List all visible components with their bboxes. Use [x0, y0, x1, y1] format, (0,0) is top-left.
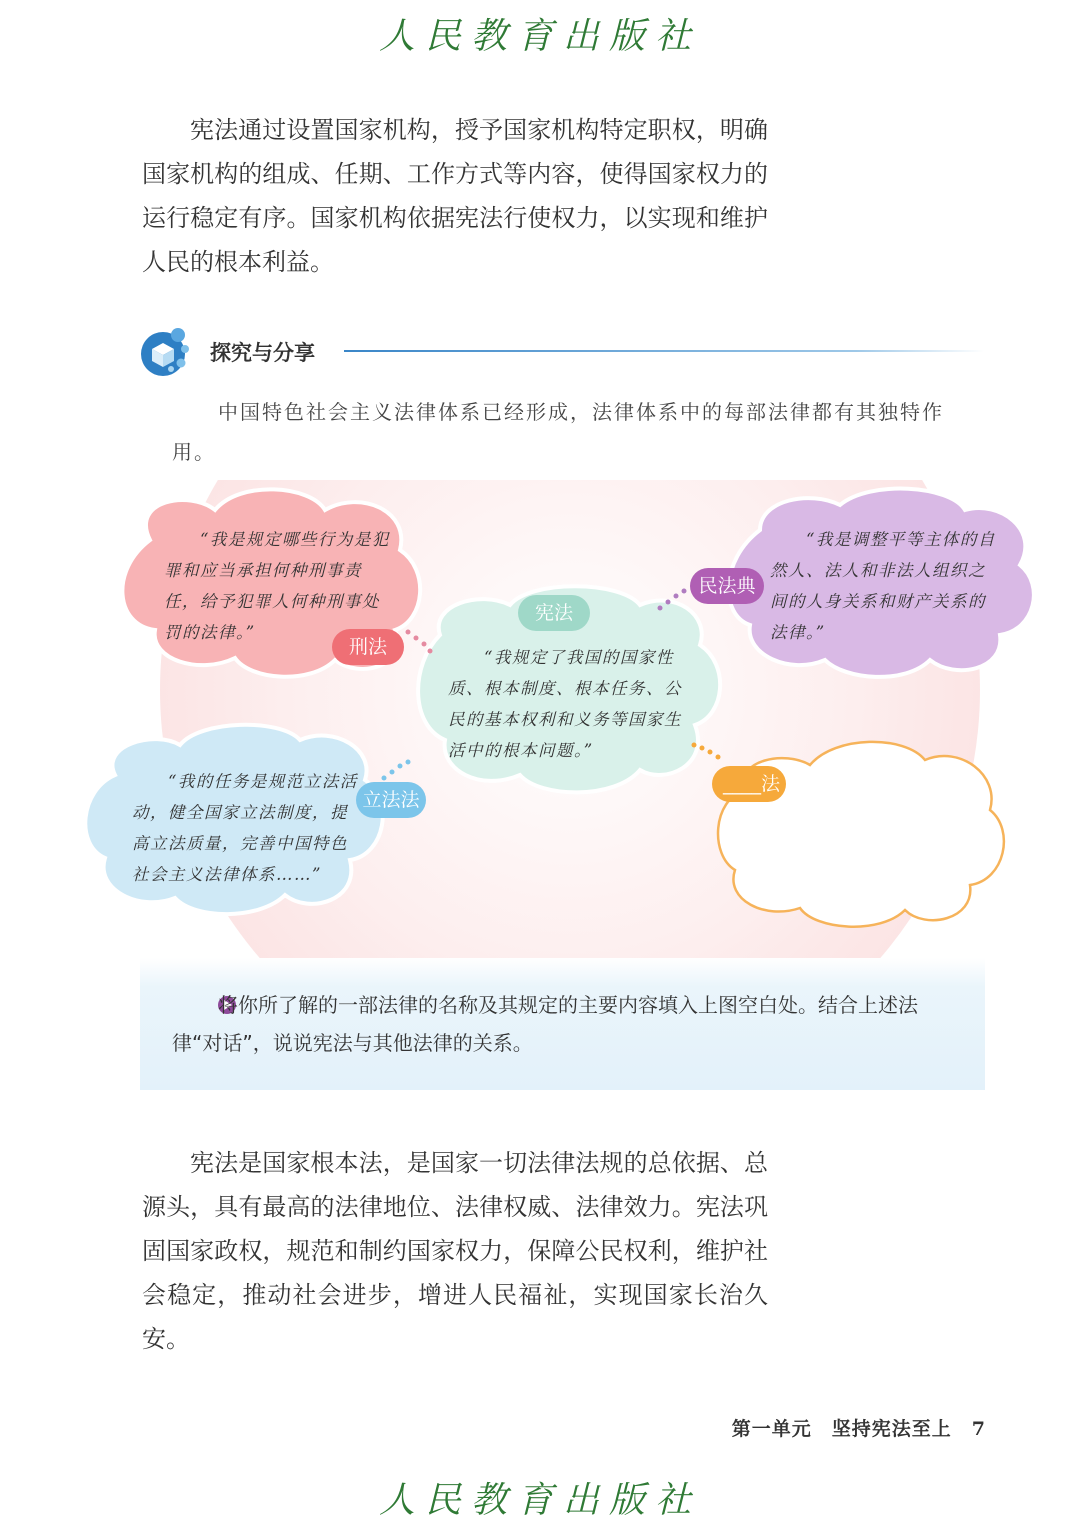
section-header [138, 325, 988, 381]
label-legislation-law: 立法法 [356, 782, 426, 818]
question-box [140, 958, 985, 1090]
publisher-watermark-bottom: 人民教育出版社 [378, 1480, 701, 1521]
label-blank-law: ____法 [712, 766, 786, 802]
question-text: 将你所了解的一部法律的名称及其规定的主要内容填入上图空白处。结合上述法律“对话”，说说宪法与其他法律的关系。 [172, 993, 918, 1055]
civil-code-text: “我是调整平等主体的自然人、法人和非法人组织之间的人身关系和财产关系的法律。” [770, 530, 996, 642]
label-civil-code: 民法典 [690, 568, 764, 604]
label-constitution: 宪法 [518, 595, 590, 631]
criminal-law-text: “我是规定哪些行为是犯罪和应当承担何种刑事责任，给予犯罪人何种刑事处罚的法律。” [164, 530, 390, 642]
law-dialogue-diagram [0, 480, 1080, 960]
section-divider [344, 350, 984, 352]
publisher-watermark-top: 人民教育出版社 [378, 16, 701, 57]
cube-molecule-icon [138, 325, 192, 379]
footer-unit-page-number: 第一单元 坚持宪法至上 7 [731, 1418, 986, 1440]
section-intro: 中国特色社会主义法律体系已经形成，法律体系中的每部法律都有其独特作用。 [172, 400, 944, 464]
constitution-text: “我规定了我国的国家性质、根本制度、根本任务、公民的基本权利和义务等国家生活中的根本问题。” [448, 648, 682, 760]
label-criminal-law: 刑法 [332, 629, 404, 665]
paragraph-constitution-fundamental-law: 宪法是国家根本法，是国家一切法律法规的总依据、总源头，具有最高的法律地位、法律权威、法律效力。宪法巩固国家政权，规范和制约国家权力，保障公民权利，维护社会稳定，推动社会进步，增进人民福祉，实现国家长治久安。 [142, 1149, 768, 1353]
legislation-law-text: “我的任务是规范立法活动，健全国家立法制度，提高立法质量，完善中国特色社会主义法律体系……” [132, 772, 358, 884]
paragraph-constitution-institutions: 宪法通过设置国家机构，授予国家机构特定职权，明确国家机构的组成、任期、工作方式等内容，使得国家权力的运行稳定有序。国家机构依据宪法行使权力，以实现和维护人民的根本利益。 [142, 116, 768, 276]
section-title: 探究与分享 [210, 341, 315, 365]
